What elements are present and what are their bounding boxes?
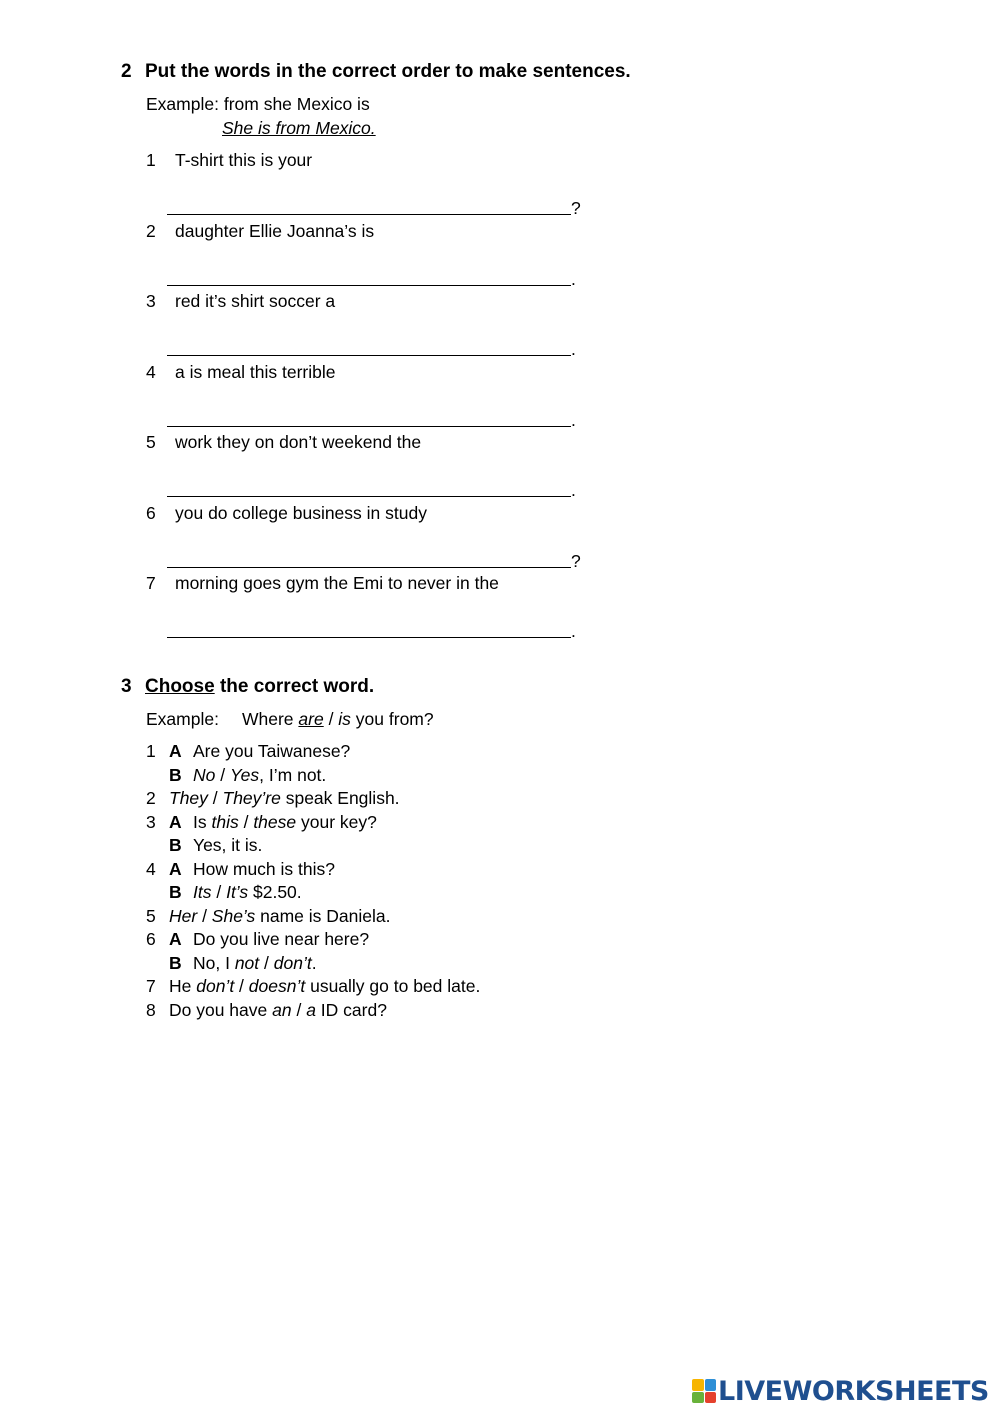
item-words: T-shirt this is your — [175, 150, 313, 170]
word-option[interactable]: They’re — [222, 788, 281, 808]
item-number: 2 — [146, 220, 156, 241]
word-option[interactable]: doesn’t — [248, 976, 306, 996]
word-option[interactable]: don’t — [196, 976, 235, 996]
section-2-example — [146, 94, 370, 115]
word-option[interactable]: It’s — [226, 882, 249, 902]
sentence-text: / — [211, 882, 227, 902]
item-number: 5 — [146, 905, 156, 926]
speaker-label: B — [169, 835, 182, 855]
answer-end-punctuation: . — [571, 480, 576, 500]
word-option[interactable]: these — [253, 811, 297, 832]
word-option[interactable]: Her — [169, 905, 198, 926]
sentence-text: / — [234, 976, 249, 996]
sentence-text: ID card? — [315, 999, 387, 1020]
word-option[interactable]: She’s — [211, 905, 256, 926]
sentence-text: / — [259, 952, 274, 973]
item-sentence — [193, 882, 302, 903]
sentence-text: / — [197, 905, 212, 926]
item-number: 3 — [146, 291, 156, 311]
speaker-label: B — [169, 764, 182, 785]
item-sentence — [193, 859, 335, 880]
sentence-text: Are you Taiwanese? — [193, 741, 351, 761]
sentence-text: / — [291, 999, 307, 1020]
item-words: work they on don’t weekend the — [175, 432, 422, 452]
word-option[interactable]: don’t — [273, 952, 312, 973]
speaker-label: B — [169, 882, 182, 902]
sentence-text: Do you live near here? — [193, 929, 370, 949]
section-3-title — [145, 676, 374, 698]
answer-blank-line[interactable] — [167, 567, 571, 568]
word-option[interactable]: this — [211, 811, 239, 832]
example-option-are: are — [298, 709, 324, 729]
sentence-text: / — [238, 811, 254, 832]
item-number: 8 — [146, 999, 156, 1020]
item-words: red it’s shirt soccer a — [175, 291, 336, 311]
section-3-number: 3 — [121, 676, 132, 697]
item-number: 5 — [146, 432, 156, 452]
section-2-title: Put the words in the correct order to make sentences. — [145, 61, 631, 82]
answer-end-punctuation: . — [571, 339, 576, 359]
example-prompt: from she Mexico is — [223, 94, 370, 114]
example-answer: She is from Mexico. — [222, 118, 376, 138]
answer-end-punctuation: . — [571, 621, 576, 641]
word-option[interactable]: Yes — [229, 764, 260, 785]
item-sentence — [193, 929, 369, 950]
answer-blank-line[interactable] — [167, 637, 571, 638]
word-option[interactable]: No — [193, 764, 216, 785]
example-label: Example: — [146, 94, 219, 114]
item-number: 3 — [146, 811, 156, 832]
item-sentence — [169, 788, 400, 809]
item-number: 6 — [146, 929, 156, 949]
item-sentence — [193, 812, 377, 833]
sentence-text: Yes, it is. — [193, 835, 263, 855]
answer-blank-line[interactable] — [167, 426, 571, 427]
sentence-text: your key? — [296, 811, 377, 832]
item-words: morning goes gym the Emi to never in the — [175, 573, 499, 593]
sentence-text: . — [311, 952, 317, 973]
sentence-text: Do you have — [169, 999, 273, 1020]
sentence-text: usually go to bed late. — [305, 976, 481, 996]
word-option[interactable]: Its — [193, 882, 212, 902]
item-words: daughter Ellie Joanna’s is — [175, 220, 375, 241]
section-3-example-sentence: Where are / is you from? — [242, 709, 434, 729]
sentence-text: / — [215, 764, 230, 785]
item-number: 4 — [146, 361, 156, 382]
item-number: 1 — [146, 741, 156, 761]
item-number: 1 — [146, 150, 156, 170]
item-sentence — [169, 976, 480, 997]
answer-end-punctuation: . — [571, 268, 576, 289]
item-number: 2 — [146, 788, 156, 808]
liveworksheets-logo — [692, 1376, 989, 1406]
word-option[interactable]: They — [169, 788, 208, 808]
speaker-label: A — [169, 811, 182, 832]
sentence-text: / — [207, 788, 223, 808]
answer-blank-line[interactable] — [167, 214, 571, 215]
item-words: you do college business in study — [175, 502, 427, 523]
title-rest: the correct word. — [214, 676, 375, 697]
answer-end-punctuation: . — [571, 409, 576, 430]
answer-blank-line[interactable] — [167, 496, 571, 497]
sentence-text: No, I — [193, 952, 235, 973]
example-option-is: is — [338, 709, 351, 729]
section-2-number: 2 — [121, 61, 132, 82]
item-sentence — [193, 765, 326, 786]
item-sentence — [169, 1000, 387, 1021]
speaker-label: A — [169, 741, 182, 761]
answer-blank-line[interactable] — [167, 355, 571, 356]
item-number: 6 — [146, 502, 156, 523]
speaker-label: A — [169, 929, 182, 949]
word-option[interactable]: not — [234, 952, 260, 973]
item-sentence — [193, 953, 317, 974]
example-label: Example: — [146, 709, 219, 729]
sentence-text: speak English. — [280, 788, 400, 808]
sentence-text: , I’m not. — [259, 764, 327, 785]
sentence-text: name is Daniela. — [255, 905, 391, 926]
answer-blank-line[interactable] — [167, 285, 571, 286]
liveworksheets-logo-icon — [692, 1379, 716, 1403]
sentence-text: He — [169, 976, 197, 996]
answer-end-punctuation: ? — [571, 198, 581, 218]
answer-end-punctuation: ? — [571, 550, 581, 571]
sentence-text: Is — [193, 811, 212, 832]
sentence-text: $2.50. — [248, 882, 302, 902]
sentence-text: How much is this? — [193, 858, 335, 879]
word-option[interactable]: a — [306, 999, 316, 1020]
section-3-example — [146, 709, 219, 730]
item-sentence — [193, 741, 350, 762]
item-number: 4 — [146, 858, 156, 879]
logo-text: LIVEWORKSHEETS — [718, 1375, 989, 1407]
item-sentence — [169, 906, 390, 927]
item-number: 7 — [146, 573, 156, 593]
speaker-label: B — [169, 952, 182, 973]
item-number: 7 — [146, 976, 156, 996]
item-sentence — [193, 835, 262, 856]
word-option[interactable]: an — [272, 999, 292, 1020]
speaker-label: A — [169, 858, 182, 879]
title-underlined: Choose — [145, 676, 215, 697]
item-words: a is meal this terrible — [175, 361, 336, 382]
